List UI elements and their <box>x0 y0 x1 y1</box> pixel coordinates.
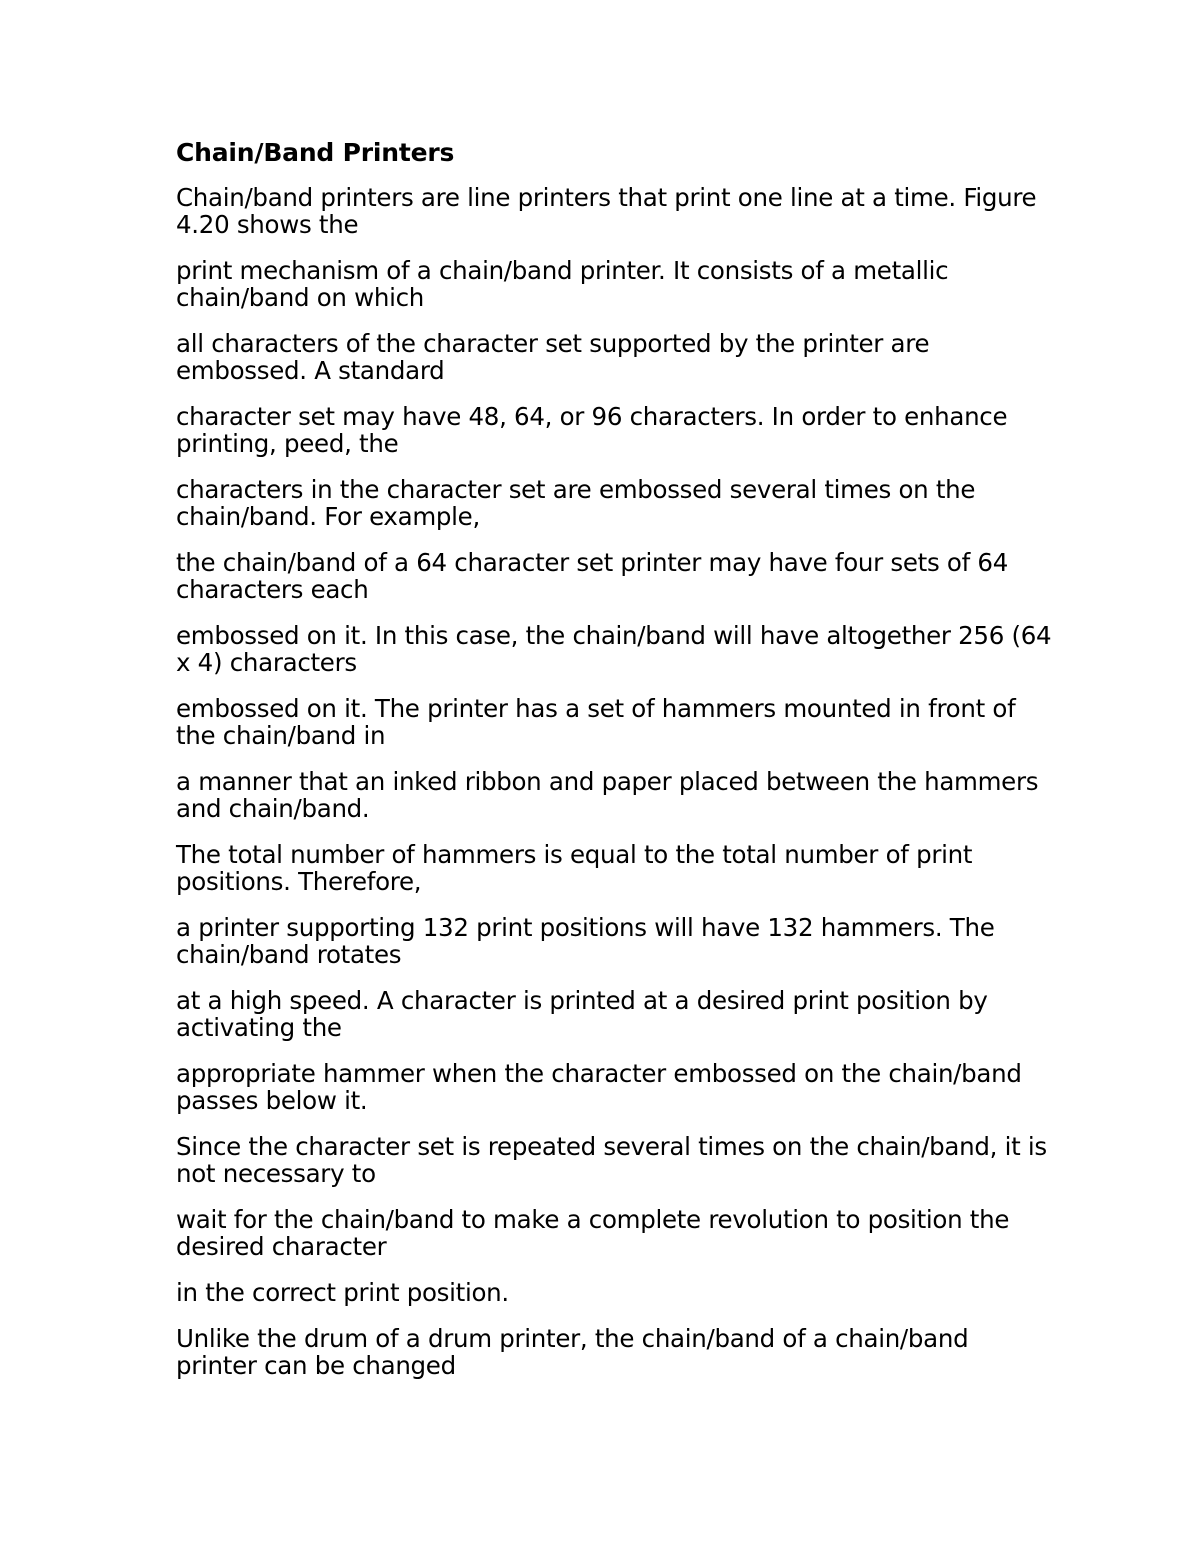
paragraph: a manner that an inked ribbon and paper placed between the hammers and chain/band. <box>176 767 1039 823</box>
paragraph: Chain/band printers are line printers that print one line at a time. Figure 4.20 shows the <box>176 183 1037 239</box>
paragraph: The total number of hammers is equal to the total number of print positions. Therefore, <box>176 840 973 896</box>
paragraph: a printer supporting 132 print positions will have 132 hammers. The chain/band rotates <box>176 913 995 969</box>
paragraph: Unlike the drum of a drum printer, the chain/band of a chain/band printer can be changed <box>176 1324 969 1380</box>
paragraph: characters in the character set are embossed several times on the chain/band. For example, <box>176 475 976 531</box>
paragraph: embossed on it. The printer has a set of hammers mounted in front of the chain/band in <box>176 694 1016 750</box>
paragraph: appropriate hammer when the character embossed on the chain/band passes below it. <box>176 1059 1022 1115</box>
document-page <box>176 138 1056 1398</box>
paragraph: print mechanism of a chain/band printer. It consists of a metallic chain/band on which <box>176 256 949 312</box>
paragraph: character set may have 48, 64, or 96 characters. In order to enhance printing, peed, the <box>176 402 1008 458</box>
paragraph: wait for the chain/band to make a complete revolution to position the desired character <box>176 1205 1010 1261</box>
paragraph: all characters of the character set supported by the printer are embossed. A standard <box>176 329 930 385</box>
paragraph: Since the character set is repeated several times on the chain/band, it is not necessary to <box>176 1132 1047 1188</box>
paragraph: at a high speed. A character is printed at a desired print position by activating the <box>176 986 988 1042</box>
paragraph: in the correct print position. <box>176 1278 509 1307</box>
paragraph: the chain/band of a 64 character set printer may have four sets of 64 characters each <box>176 548 1008 604</box>
document-title: Chain/Band Printers <box>176 138 455 167</box>
paragraph: embossed on it. In this case, the chain/band will have altogether 256 (64 x 4) characters <box>176 621 1052 677</box>
